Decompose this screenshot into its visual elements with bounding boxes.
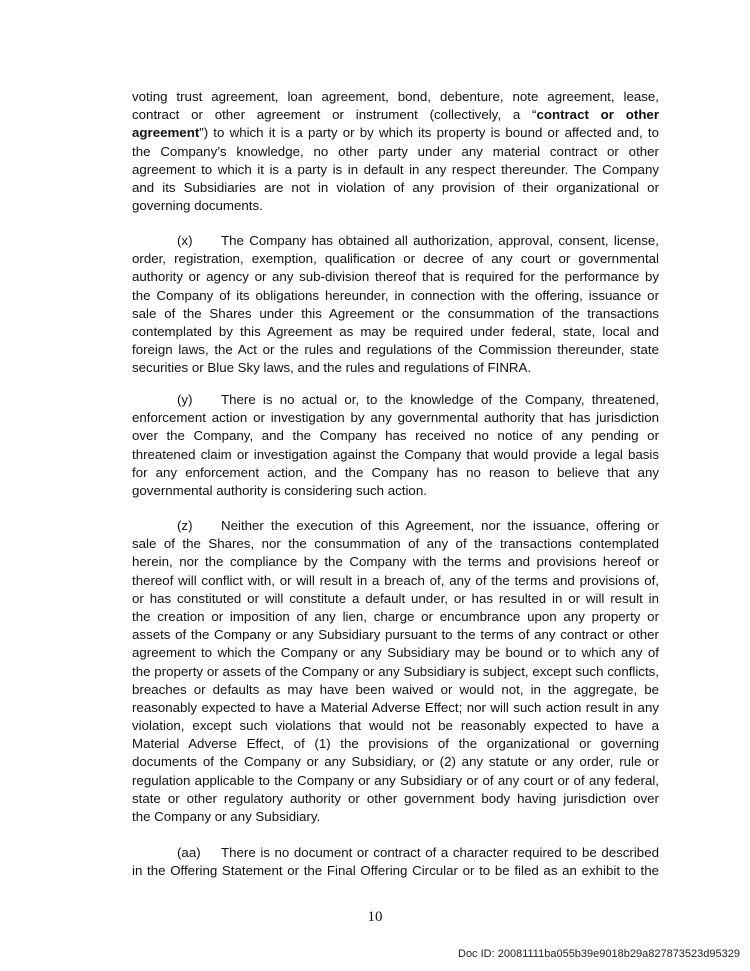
text-segment: sale of the Shares, nor the consummation of any of the transactions contemplated [132, 536, 659, 552]
text-line [132, 359, 659, 377]
text-line [132, 608, 659, 626]
text-segment: the creation or imposition of any lien, charge or encumbrance upon any property or [132, 608, 659, 624]
text-segment: governing documents. [132, 198, 263, 214]
text-line [132, 681, 659, 699]
paragraph-continuation [132, 88, 659, 215]
text-segment: or has constituted or will constitute a default under, or has resulted in or will result in [132, 590, 659, 606]
text-line [132, 143, 659, 161]
text-segment: voting trust agreement, loan agreement, bond, debenture, note agreement, lease, [132, 89, 659, 104]
text-segment: documents of the Company or any Subsidiary, or (2) any statute or any order, rule or [132, 754, 659, 770]
text-segment: herein, nor the compliance by the Company with the terms and provisions hereof or [132, 554, 659, 570]
paragraph-label: (y) [177, 392, 193, 407]
text-segment: securities or Blue Sky laws, and the rules and regulations of FINRA. [132, 360, 532, 376]
text-segment: agreement to which the Company or any Subsidiary may be bound or to which any of [132, 645, 659, 661]
text-line [132, 287, 659, 305]
text-line [132, 124, 659, 142]
text-line [132, 268, 659, 286]
text-line [132, 464, 659, 482]
text-segment: foreign laws, the Act or the rules and regulations of the Commission thereunder, state [132, 342, 659, 358]
text-segment: the Company’s knowledge, no other party under any material contract or other [132, 143, 659, 159]
text-line [132, 161, 659, 179]
text-segment: and its Subsidiaries are not in violation of any provision of their organizational or [132, 179, 659, 195]
text-line [132, 482, 659, 500]
text-segment: governmental authority is considering such action. [132, 482, 427, 498]
text-line [132, 409, 659, 427]
text-line [132, 305, 659, 323]
text-line [132, 179, 659, 197]
text-line [132, 197, 659, 215]
text-segment: authority or agency or any sub-division thereof that is required for the performance by [132, 269, 659, 285]
text-line [132, 753, 659, 771]
text-line [132, 535, 659, 553]
text-line [132, 717, 659, 735]
text-line [132, 790, 659, 808]
text-segment: There is no actual or, to the knowledge of the Company, threatened, [221, 392, 659, 407]
text-line [132, 644, 659, 662]
text-line [132, 663, 659, 681]
text-segment: ”) to which it is a party or by which its property is bound or affected and, to [199, 125, 659, 141]
text-segment: the Company of its obligations hereunder, in connection with the offering, issuance or [132, 287, 659, 303]
text-line [132, 427, 659, 445]
doc-id: Doc ID: 20081111ba055b39e9018b29a827873523d95329 [458, 948, 740, 960]
text-segment: reasonably expected to have a Material Adverse Effect; nor will such action result in any [132, 699, 659, 715]
text-line [132, 735, 659, 753]
text-segment: the property or assets of the Company or any Subsidiary is subject, except such conflicts, [132, 663, 659, 679]
text-line [132, 106, 659, 124]
text-segment: assets of the Company or any Subsidiary pursuant to the terms of any contract or other [132, 627, 659, 643]
text-line [132, 323, 659, 341]
text-line [132, 626, 659, 644]
text-segment: for any enforcement action, and the Company has no reason to believe that any [132, 464, 659, 480]
text-segment: breaches or defaults as may have been waived or would not, in the aggregate, be [132, 681, 659, 697]
text-segment: threatened claim or investigation against the Company that would provide a legal basis [132, 446, 659, 462]
text-line [132, 446, 659, 464]
text-line [132, 862, 659, 880]
page-number: 10 [367, 909, 383, 925]
text-line [132, 699, 659, 717]
text-segment: agreement to which it is a party is in default in any respect thereunder. The Company [132, 161, 659, 177]
text-line [132, 250, 659, 268]
text-segment: sale of the Shares under this Agreement or the consummation of the transactions [132, 305, 659, 321]
text-segment: state or other regulatory authority or other government body having jurisdiction over [132, 790, 659, 806]
text-line [132, 88, 659, 106]
text-segment: regulation applicable to the Company or any Subsidiary or of any court or of any federal, [132, 772, 659, 788]
text-segment: contemplated by this Agreement as may be required under federal, state, local and [132, 323, 659, 339]
text-line [132, 232, 659, 250]
paragraph-label: (x) [177, 233, 193, 248]
defined-term: agreement [132, 125, 200, 141]
paragraph-label: (z) [177, 518, 193, 533]
defined-term: contract or other [536, 107, 660, 123]
text-segment: the Company or any Subsidiary. [132, 809, 321, 824]
text-line [132, 590, 659, 608]
text-line [132, 844, 659, 862]
paragraph-x [132, 232, 659, 378]
text-segment: over the Company, and the Company has received no notice of any pending or [132, 428, 659, 444]
text-segment: enforcement action or investigation by any governmental authority that has jurisdiction [132, 410, 659, 426]
paragraph-y [132, 391, 659, 500]
text-segment: Neither the execution of this Agreement, nor the issuance, offering or [221, 518, 659, 533]
text-line [132, 553, 659, 571]
text-segment: thereof will conflict with, or will result in a breach of, any of the terms and provisions of, [132, 572, 659, 588]
text-segment: order, registration, exemption, qualification or decree of any court or governmental [132, 251, 659, 267]
paragraph-label: (aa) [177, 845, 201, 860]
text-line [132, 572, 659, 590]
text-line [132, 391, 659, 409]
text-line [132, 517, 659, 535]
text-segment: violation, except such violations that would not be reasonably expected to have a [132, 718, 659, 734]
text-segment: in the Offering Statement or the Final Offering Circular or to be filed as an exhibit to the [132, 863, 659, 879]
paragraph-z [132, 517, 659, 826]
text-line [132, 808, 659, 826]
text-segment: Material Adverse Effect, of (1) the provisions of the organizational or governing [132, 736, 659, 752]
text-segment: contract or other agreement or instrument (collectively, a “ [132, 107, 537, 123]
text-line [132, 341, 659, 359]
text-segment: There is no document or contract of a character required to be described [221, 845, 659, 860]
paragraph-aa [132, 844, 659, 880]
text-segment: The Company has obtained all authorization, approval, consent, license, [221, 233, 659, 248]
text-line [132, 772, 659, 790]
